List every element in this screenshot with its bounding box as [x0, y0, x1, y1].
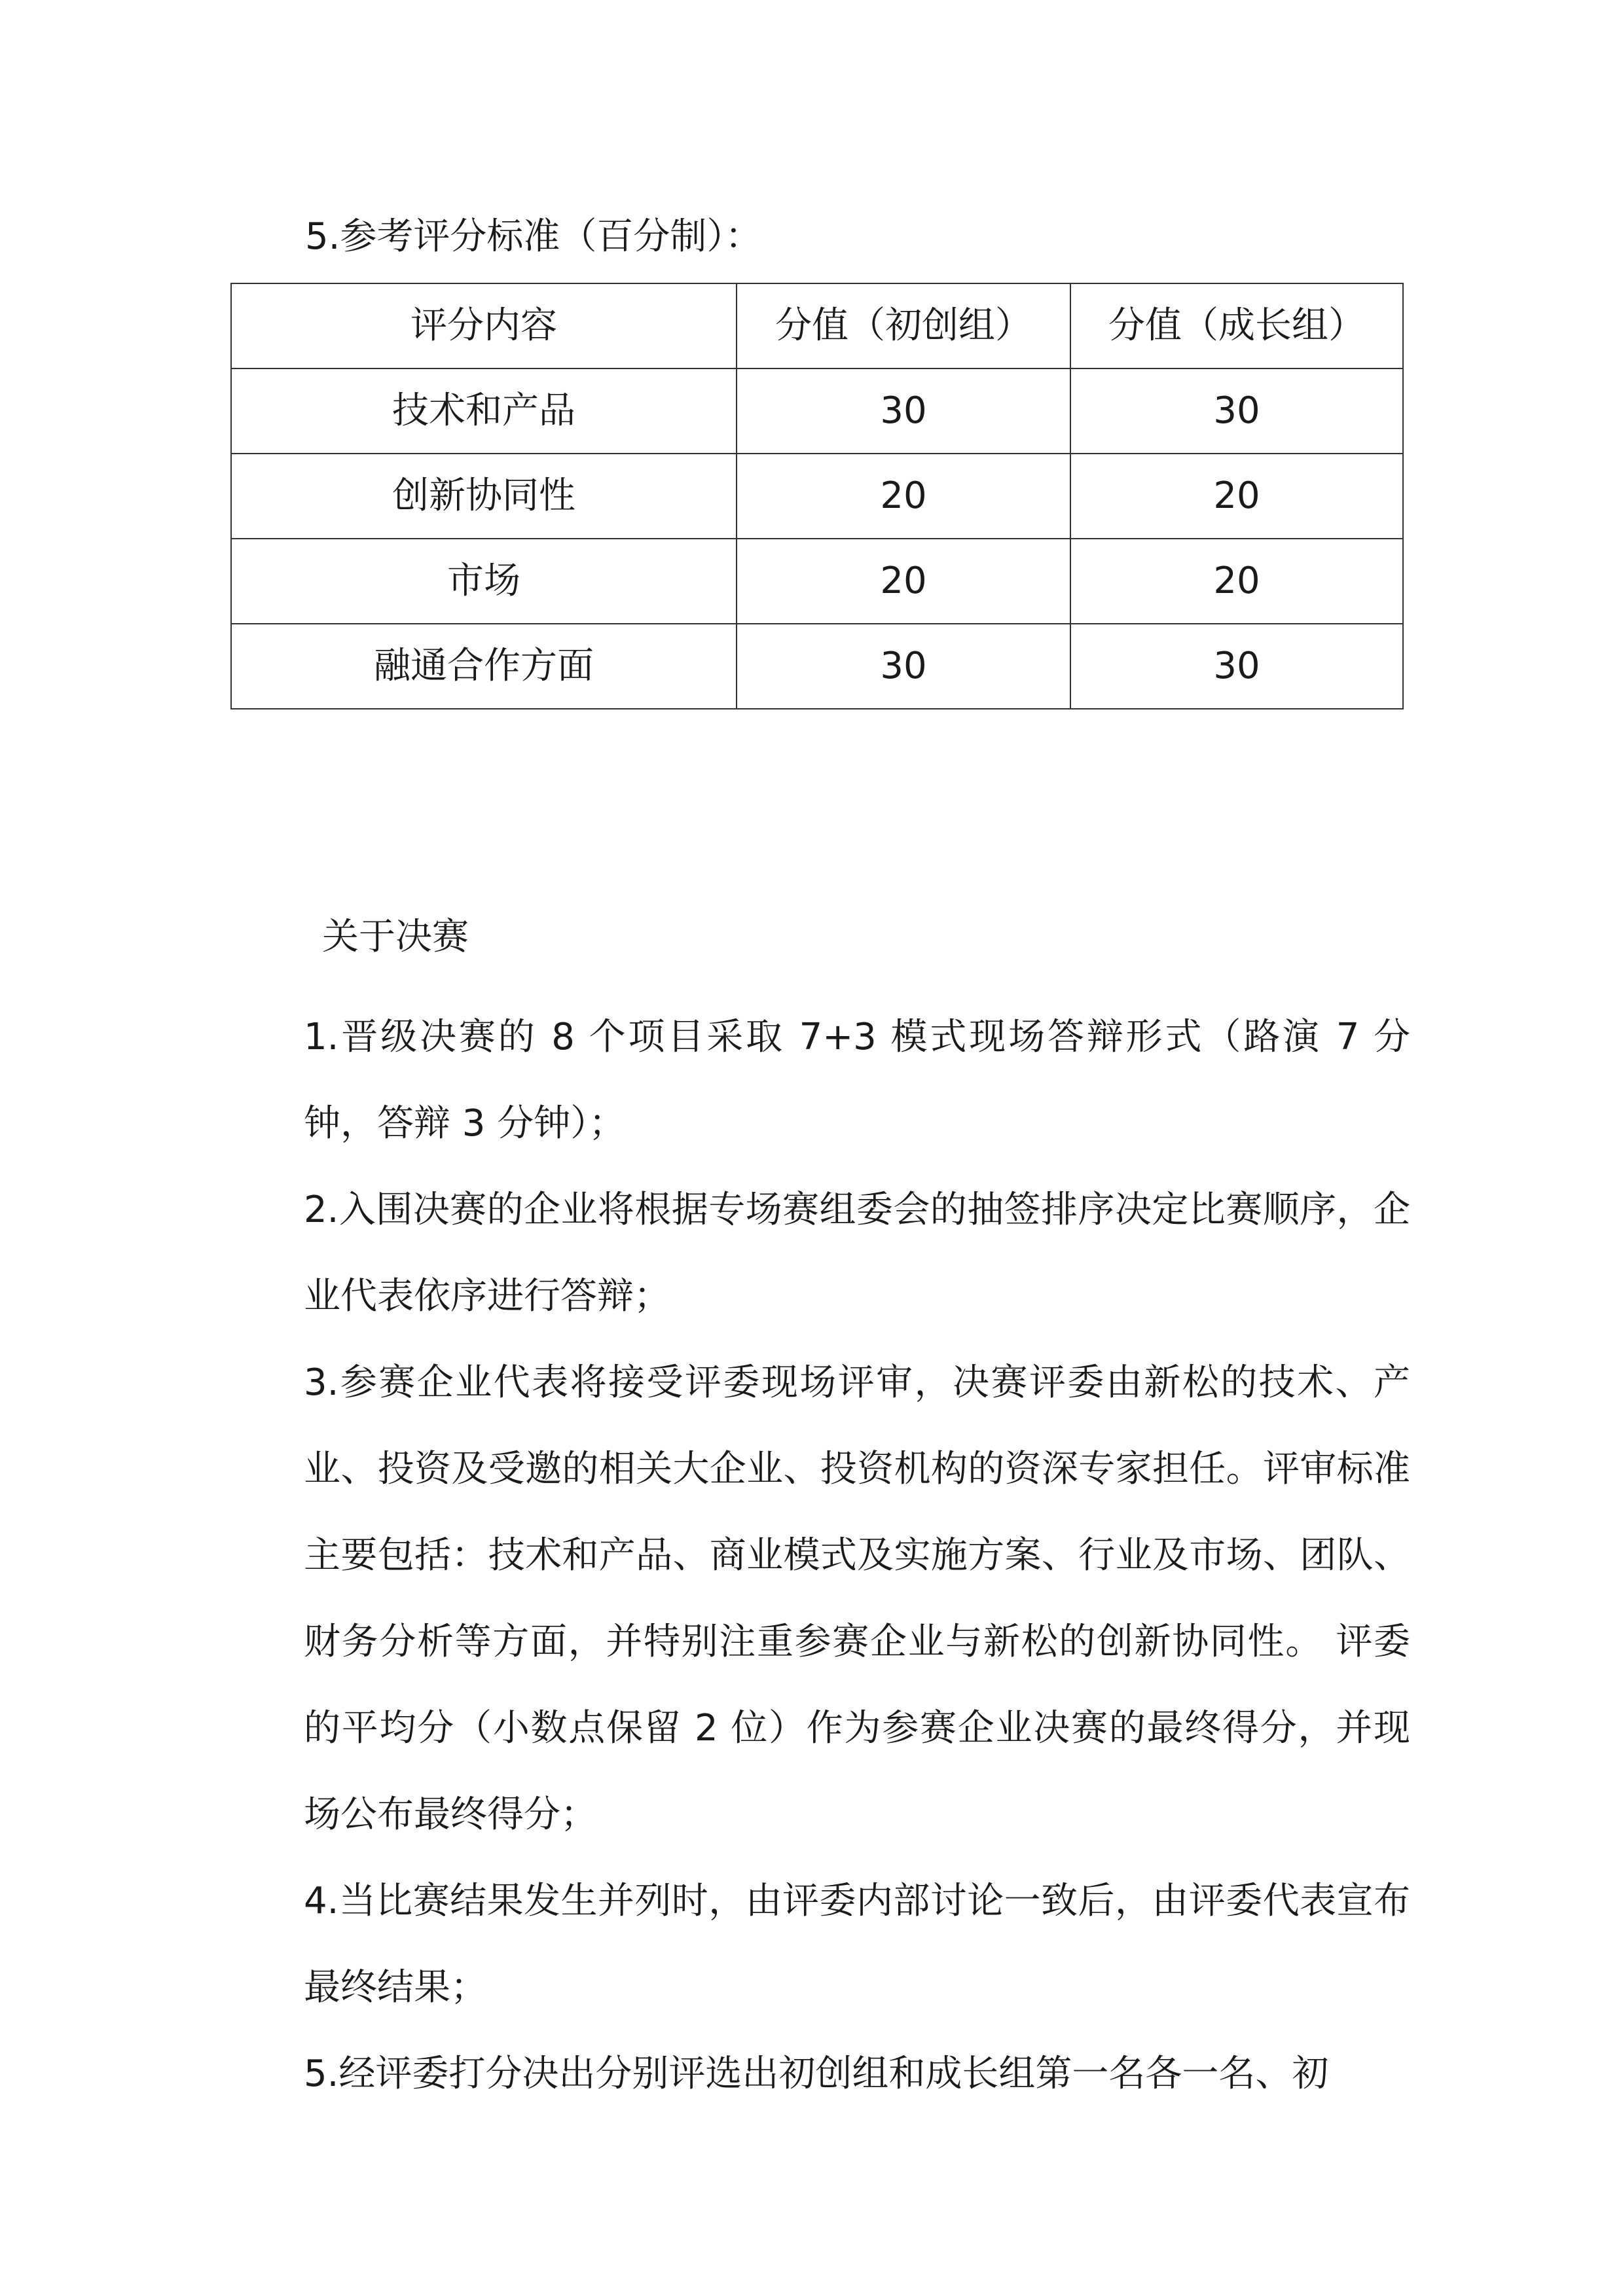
- table-header-cell: 分值（成长组）: [1070, 283, 1403, 368]
- table-cell: 30: [1070, 368, 1403, 454]
- table-cell: 20: [1070, 454, 1403, 539]
- table-cell: 融通合作方面: [231, 624, 737, 709]
- table-header-row: [231, 283, 1403, 368]
- table-cell: 20: [737, 539, 1070, 624]
- table-cell: 市场: [231, 539, 737, 624]
- final-rule-item: 1.晋级决赛的 8 个项目采取 7+3 模式现场答辩形式（路演 7 分钟，答辩 3 分钟）；: [304, 1016, 1410, 1145]
- table-cell: 创新协同性: [231, 454, 737, 539]
- final-rule-item: 3.参赛企业代表将接受评委现场评审，决赛评委由新松的技术、产业、投资及受邀的相关大企业、投资机构的资深专家担任。评审标准主要包括：技术和产品、商业模式及实施方案、行业及市场、团队、财务分析等方面，并特别注重参赛企业与新松的创新协同性。 评委的平均分（小数点保留 2 位）作为参赛企业决赛的最终得分，并现场公布最终得分；: [304, 1361, 1410, 1836]
- table-header-cell: 分值（初创组）: [737, 283, 1070, 368]
- scoring-table: [230, 283, 1404, 709]
- table-cell: 技术和产品: [231, 368, 737, 454]
- scoring-criteria-heading: 5.参考评分标准（百分制）：: [305, 215, 762, 258]
- final-section-body: [304, 994, 1410, 2117]
- table-header-cell: 评分内容: [231, 283, 737, 368]
- table-cell: 20: [737, 454, 1070, 539]
- table-row: [231, 539, 1403, 624]
- final-section-title: 关于决赛: [322, 916, 469, 958]
- table-row: [231, 624, 1403, 709]
- table-row: [231, 454, 1403, 539]
- final-rule-item: 4.当比赛结果发生并列时，由评委内部讨论一致后，由评委代表宣布最终结果；: [304, 1880, 1410, 2009]
- final-rule-item: 5.经评委打分决出分别评选出初创组和成长组第一名各一名、初: [304, 2053, 1329, 2095]
- table-cell: 20: [1070, 539, 1403, 624]
- final-rule-item: 2.入围决赛的企业将根据专场赛组委会的抽签排序决定比赛顺序，企业代表依序进行答辩；: [304, 1189, 1410, 1318]
- table-cell: 30: [737, 624, 1070, 709]
- table-cell: 30: [737, 368, 1070, 454]
- table-cell: 30: [1070, 624, 1403, 709]
- table-row: [231, 368, 1403, 454]
